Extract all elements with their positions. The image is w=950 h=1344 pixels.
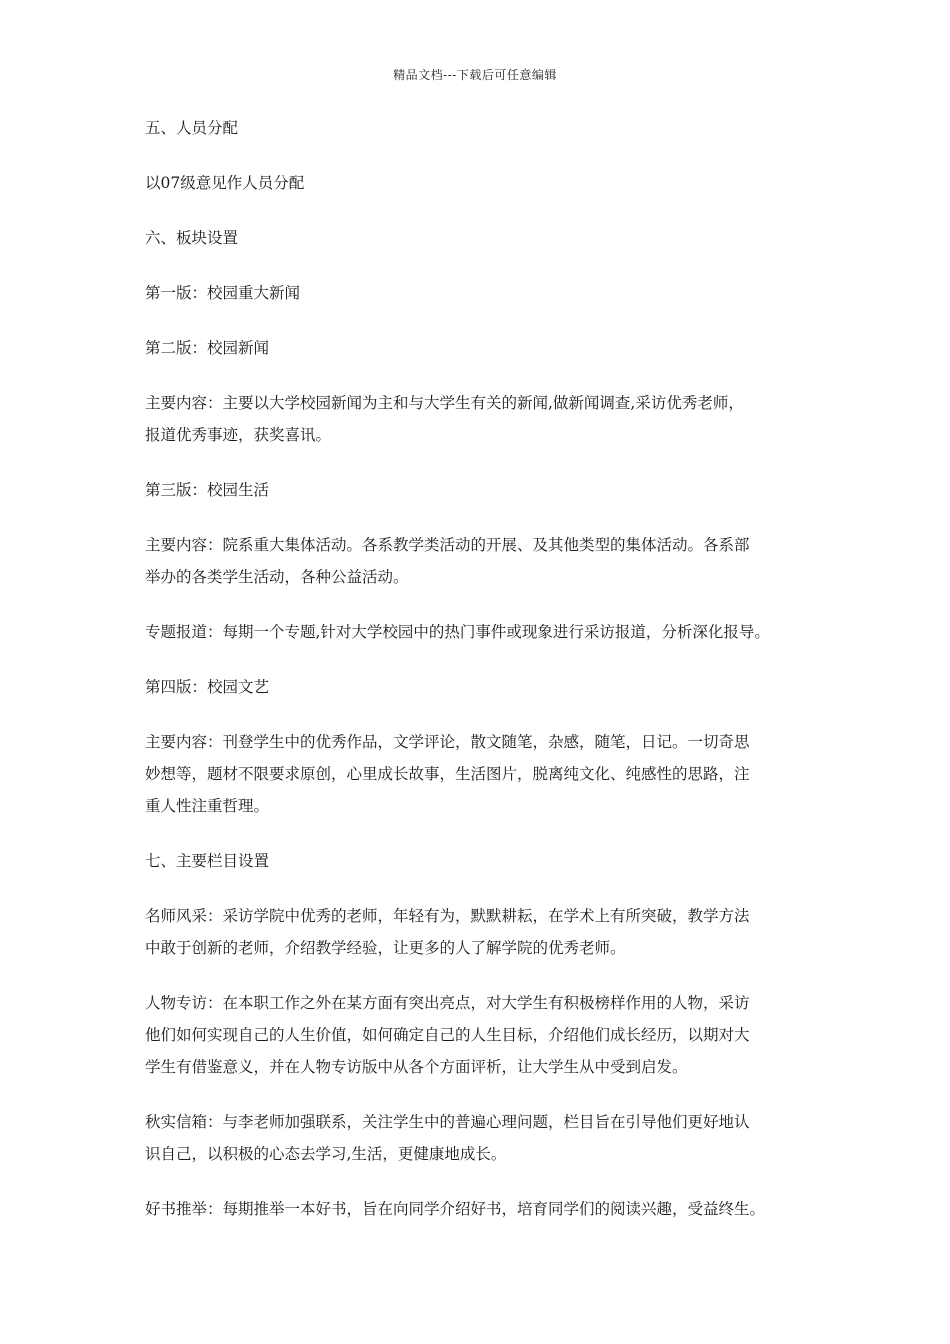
- paragraph-mailbox: [145, 1106, 825, 1170]
- text-line: 他们如何实现自己的人生价值，如何确定自己的人生目标，介绍他们成长经历，以期对大: [145, 1026, 750, 1044]
- text-line: 第一版：校园重大新闻: [145, 284, 301, 302]
- text-line: 重人性注重哲理。: [145, 797, 270, 815]
- paragraph-page-three-content: [145, 529, 825, 593]
- text-line: 学生有借鉴意义，并在人物专访版中从各个方面评析，让大学生从中受到启发。: [145, 1058, 688, 1076]
- section-heading-sections: [145, 222, 825, 254]
- text-line: 报道优秀事迹，获奖喜讯。: [145, 426, 332, 444]
- text-line: 举办的各类学生活动，各种公益活动。: [145, 568, 409, 586]
- text-line: 秋实信箱：与李老师加强联系，关注学生中的普遍心理问题，栏目旨在引导他们更好地认: [145, 1113, 750, 1131]
- text-line: 识自己，以积极的心态去学习,生活，更健康地成长。: [145, 1145, 507, 1163]
- text-line: 第二版：校园新闻: [145, 339, 270, 357]
- text-line: 主要内容：刊登学生中的优秀作品，文学评论，散文随笔，杂感，随笔，日记。一切奇思: [145, 733, 750, 751]
- text-line: 妙想等，题材不限要求原创，心里成长故事，生活图片，脱离纯文化、纯感性的思路，注: [145, 765, 750, 783]
- text-line: 五、人员分配: [145, 119, 239, 137]
- paragraph-special-report: [145, 616, 825, 648]
- section-heading-personnel: [145, 112, 825, 144]
- text-line: 七、主要栏目设置: [145, 852, 270, 870]
- text-line: 以07级意见作人员分配: [145, 174, 305, 192]
- text-line: 六、板块设置: [145, 229, 239, 247]
- text-line: 人物专访：在本职工作之外在某方面有突出亮点，对大学生有积极榜样作用的人物，采访: [145, 994, 750, 1012]
- paragraph-interviews: [145, 987, 825, 1083]
- text-line: 第四版：校园文艺: [145, 678, 270, 696]
- paragraph-page-four: [145, 671, 825, 703]
- text-line: 主要内容：院系重大集体活动。各系教学类活动的开展、及其他类型的集体活动。各系部: [145, 536, 750, 554]
- paragraph-page-two: [145, 332, 825, 364]
- page-header: 精品文档---下载后可任意编辑: [393, 68, 557, 82]
- paragraph-personnel: [145, 167, 825, 199]
- section-heading-columns: [145, 845, 825, 877]
- paragraph-page-three: [145, 474, 825, 506]
- text-line: 中敢于创新的老师，介绍教学经验，让更多的人了解学院的优秀老师。: [145, 939, 626, 957]
- paragraph-page-one: [145, 277, 825, 309]
- paragraph-page-two-content: [145, 387, 825, 451]
- paragraph-page-four-content: [145, 726, 825, 822]
- paragraph-book-recommendation: [145, 1193, 825, 1225]
- text-line: 第三版：校园生活: [145, 481, 270, 499]
- text-line: 好书推举：每期推举一本好书，旨在向同学介绍好书，培育同学们的阅读兴趣，受益终生。: [145, 1200, 766, 1218]
- text-line: 名师风采：采访学院中优秀的老师，年轻有为，默默耕耘，在学术上有所突破，教学方法: [145, 907, 750, 925]
- paragraph-famous-teachers: [145, 900, 825, 964]
- text-line: 专题报道：每期一个专题,针对大学校园中的热门事件或现象进行采访报道，分析深化报导。: [145, 623, 770, 641]
- document-body: [145, 112, 825, 1248]
- text-line: 主要内容：主要以大学校园新闻为主和与大学生有关的新闻,做新闻调查,采访优秀老师，: [145, 394, 744, 412]
